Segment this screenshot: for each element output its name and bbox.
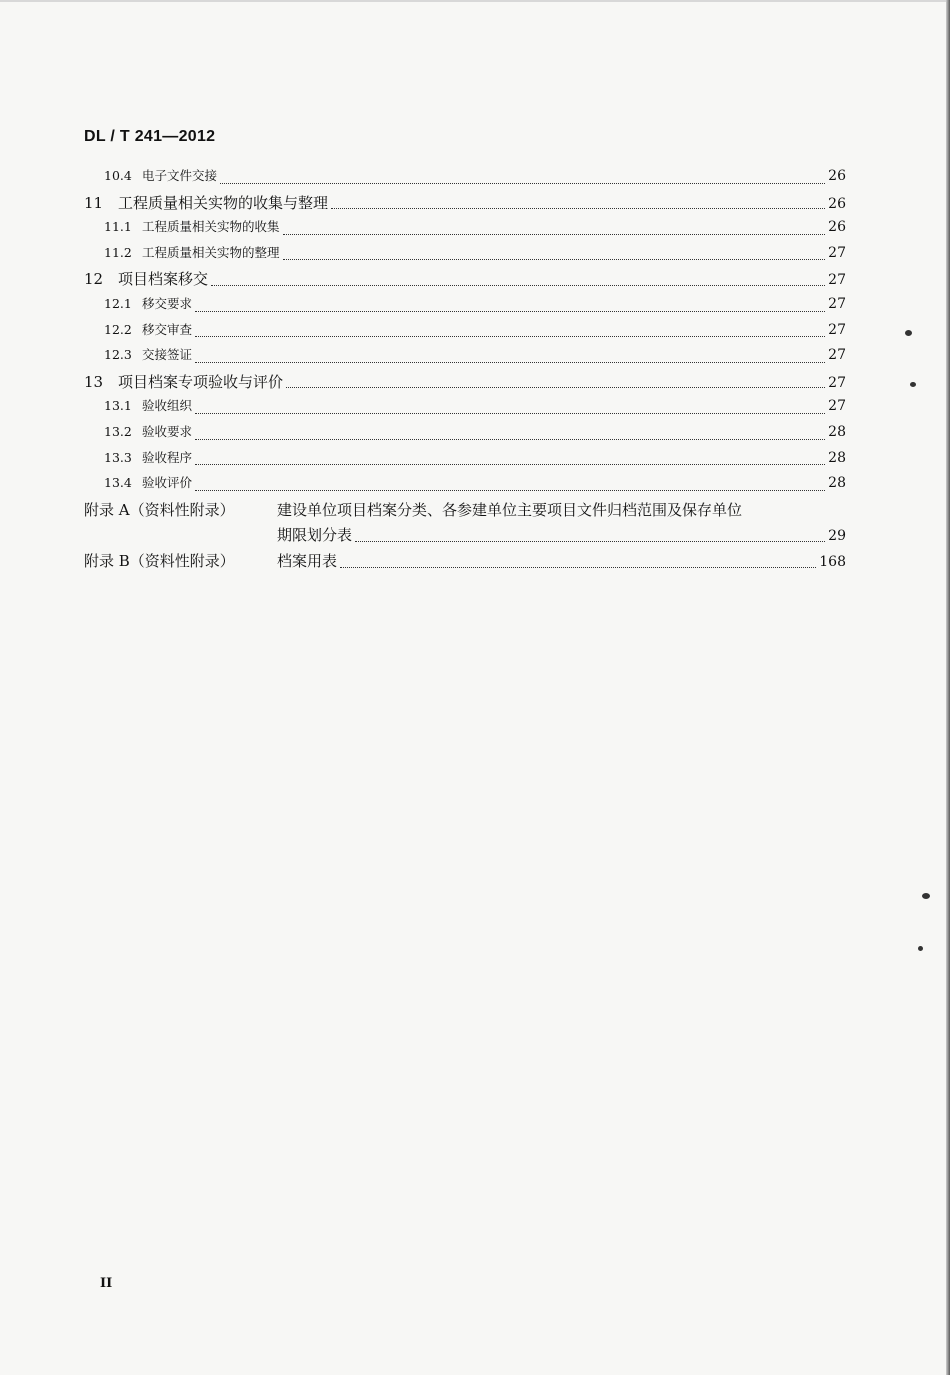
toc-entry[interactable] [84, 217, 846, 243]
section-number: 13.1 [104, 398, 132, 414]
appendix-label: 附录 A（资料性附录） [84, 500, 235, 519]
appendix-title-line-1 [277, 499, 846, 525]
page-number: 28 [828, 423, 846, 440]
page-number: 27 [828, 374, 846, 391]
toc-entry[interactable] [84, 345, 846, 371]
page-number: 26 [828, 195, 846, 212]
appendix-label: 附录 B（资料性附录） [84, 551, 235, 570]
page-number: 26 [828, 168, 846, 184]
toc-appendix-b[interactable] [84, 550, 846, 576]
section-title: 交接签证 [142, 347, 193, 363]
page-footer-number: II [100, 1276, 113, 1291]
toc-entry[interactable] [84, 192, 846, 218]
page-number: 27 [828, 272, 846, 289]
page-number: 27 [828, 347, 846, 364]
toc-entry[interactable] [84, 166, 846, 192]
section-number: 11.2 [104, 244, 132, 260]
page-number: 27 [828, 321, 846, 338]
dot-leader [283, 259, 826, 260]
appendix-title-text: 档案用表 [277, 551, 338, 570]
section-title: 电子文件交接 [142, 168, 218, 183]
section-title: 验收要求 [142, 423, 193, 439]
scan-edge-right [946, 0, 950, 1375]
dot-leader [340, 567, 816, 568]
toc-entry[interactable] [84, 320, 846, 346]
section-title: 验收评价 [142, 475, 193, 491]
section-title: 验收组织 [142, 398, 193, 414]
page-number: 27 [828, 398, 846, 415]
section-title: 工程质量相关实物的整理 [142, 244, 280, 260]
section-number: 13.3 [104, 449, 132, 465]
section-title: 工程质量相关实物的收集与整理 [118, 193, 329, 212]
toc-entry[interactable] [84, 268, 846, 294]
dot-leader [195, 490, 825, 491]
appendix-title-line-1 [277, 550, 846, 576]
page-number: 168 [819, 553, 846, 570]
toc-appendix-a[interactable] [84, 499, 846, 550]
section-number: 10.4 [104, 168, 132, 183]
section-number: 12.2 [104, 321, 132, 337]
dot-leader [283, 234, 826, 235]
section-number: 13.4 [104, 475, 132, 491]
dot-leader [195, 439, 825, 440]
section-title: 移交要求 [142, 295, 193, 311]
dot-leader [331, 208, 825, 209]
dot-leader [195, 413, 825, 414]
section-title: 验收程序 [142, 449, 193, 465]
toc-entry[interactable] [84, 396, 846, 422]
dot-leader [195, 311, 825, 312]
toc-entry[interactable] [84, 448, 846, 474]
section-title: 工程质量相关实物的收集 [142, 219, 280, 235]
section-title: 项目档案专项验收与评价 [118, 372, 284, 391]
section-title: 移交审查 [142, 321, 193, 337]
section-number: 12.3 [104, 347, 132, 363]
toc-entries [84, 166, 846, 499]
section-number: 13 [84, 372, 104, 391]
appendix-title [277, 550, 846, 576]
dot-leader [286, 387, 825, 388]
scan-edge-top [0, 0, 950, 2]
toc-entry[interactable] [84, 371, 846, 397]
page-number: 28 [828, 475, 846, 492]
dot-leader [211, 285, 825, 286]
dot-leader [195, 464, 825, 465]
dot-leader [355, 541, 825, 542]
page-number: 26 [828, 219, 846, 236]
dot-leader [220, 183, 825, 184]
page-number: 27 [828, 295, 846, 312]
document-code-header: DL / T 241—2012 [84, 128, 216, 145]
section-number: 12 [84, 270, 104, 289]
page-number: 28 [828, 449, 846, 466]
page-number: 29 [828, 528, 846, 545]
scan-speck [922, 893, 930, 899]
appendix-title [277, 499, 846, 550]
appendix-title-line-2 [277, 524, 846, 550]
toc-entry[interactable] [84, 473, 846, 499]
appendix-title-text: 建设单位项目档案分类、各参建单位主要项目文件归档范围及保存单位 [277, 500, 743, 519]
toc-entry[interactable] [84, 243, 846, 269]
section-number: 12.1 [104, 295, 132, 311]
toc-entry[interactable] [84, 422, 846, 448]
toc-entry[interactable] [84, 294, 846, 320]
dot-leader [195, 336, 825, 337]
section-number: 11 [84, 193, 104, 212]
section-number: 11.1 [104, 219, 132, 235]
page-number: 27 [828, 244, 846, 261]
scan-speck [910, 382, 916, 387]
table-of-contents [84, 166, 846, 576]
section-title: 项目档案移交 [118, 270, 209, 289]
scan-speck [918, 946, 923, 951]
section-number: 13.2 [104, 423, 132, 439]
scan-speck [905, 330, 912, 336]
dot-leader [195, 362, 825, 363]
appendix-title-text: 期限划分表 [277, 526, 353, 545]
